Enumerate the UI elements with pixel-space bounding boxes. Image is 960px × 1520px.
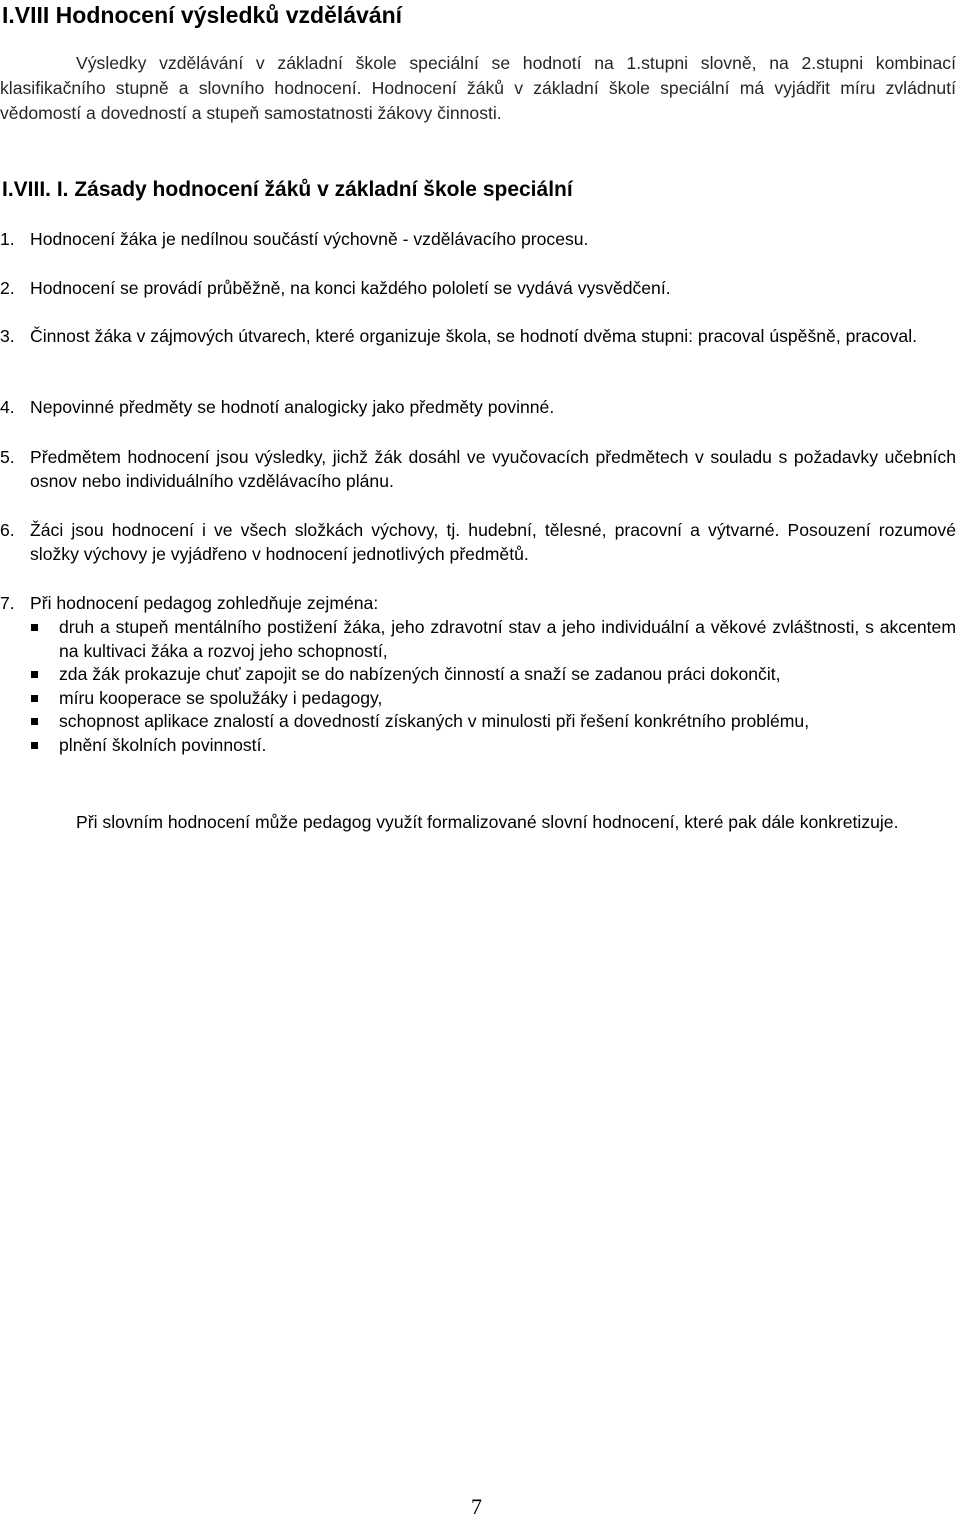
- section-heading: I.VIII Hodnocení výsledků vzdělávání: [2, 2, 403, 28]
- rule-item-7: [0, 592, 956, 616]
- rule-number: 1.: [0, 229, 15, 249]
- square-bullet-icon: [31, 742, 38, 749]
- rule-item-2: [0, 277, 956, 301]
- subsection-heading: I.VIII. I. Zásady hodnocení žáků v základní škole speciální: [2, 178, 573, 201]
- criteria-item: [0, 663, 956, 687]
- rule-number: 7.: [0, 593, 15, 613]
- rule-number: 4.: [0, 397, 15, 417]
- square-bullet-icon: [31, 695, 38, 702]
- rule-text: Žáci jsou hodnocení i ve všech složkách výchovy, tj. hudební, tělesné, pracovní a výtvarné. Posouzení rozumové složky výchovy je vyjádřeno v hodnocení jednotlivých předmětů.: [30, 520, 956, 564]
- criteria-item: [0, 734, 956, 758]
- criteria-item: [0, 616, 956, 663]
- criteria-list: [0, 616, 956, 757]
- rule-number: 5.: [0, 447, 15, 467]
- rule-item-5: [0, 446, 956, 493]
- rule-text: Při hodnocení pedagog zohledňuje zejména:: [30, 593, 379, 613]
- intro-paragraph: Výsledky vzdělávání v základní škole speciální se hodnotí na 1.stupni slovně, na 2.stupni kombinací klasifikačního stupně a slovního hodnocení. Hodnocení žáků v základní škole speciální má vyjádřit míru zvládnutí vědomostí a dovedností a stupeň samostatnosti žákovy činnosti.: [0, 53, 956, 123]
- criteria-text: zda žák prokazuje chuť zapojit se do nabízených činností a snaží se zadanou práci dokončit,: [59, 664, 781, 684]
- criteria-item: [0, 710, 956, 734]
- page-number: 7: [471, 1494, 482, 1519]
- rule-text: Předmětem hodnocení jsou výsledky, jichž žák dosáhl ve vyučovacích předmětech v souladu s požadavky učebních osnov nebo individuálního vzdělávacího plánu.: [30, 447, 956, 491]
- closing-paragraph: Při slovním hodnocení může pedagog využít formalizované slovní hodnocení, které pak dále konkretizuje.: [76, 812, 899, 832]
- square-bullet-icon: [31, 624, 38, 631]
- rule-number: 3.: [0, 326, 15, 346]
- criteria-text: plnění školních povinností.: [59, 734, 267, 755]
- rule-item-6: [0, 519, 956, 566]
- criteria-text: míru kooperace se spolužáky i pedagogy,: [59, 687, 383, 708]
- rule-item-4: [0, 396, 956, 420]
- rule-item-1: [0, 228, 956, 252]
- rule-text: Hodnocení se provádí průběžně, na konci každého pololetí se vydává vysvědčení.: [30, 278, 671, 298]
- rule-text: Činnost žáka v zájmových útvarech, které organizuje škola, se hodnotí dvěma stupni: pracoval úspěšně, pracoval.: [30, 326, 917, 346]
- criteria-text: schopnost aplikace znalostí a dovedností získaných v minulosti při řešení konkrétního problému,: [59, 711, 810, 731]
- criteria-text: druh a stupeň mentálního postižení žáka, jeho zdravotní stav a jeho individuální a věkové zvláštnosti, s akcentem na kultivaci žáka a rozvoj jeho schopností,: [59, 617, 956, 661]
- rule-number: 6.: [0, 520, 15, 540]
- square-bullet-icon: [31, 671, 38, 678]
- rule-text: Hodnocení žáka je nedílnou součástí výchovně - vzdělávacího procesu.: [30, 229, 589, 249]
- rule-text: Nepovinné předměty se hodnotí analogicky jako předměty povinné.: [30, 397, 555, 417]
- square-bullet-icon: [31, 718, 38, 725]
- criteria-item: [0, 687, 956, 711]
- rule-item-3: [0, 325, 956, 349]
- rule-number: 2.: [0, 278, 15, 298]
